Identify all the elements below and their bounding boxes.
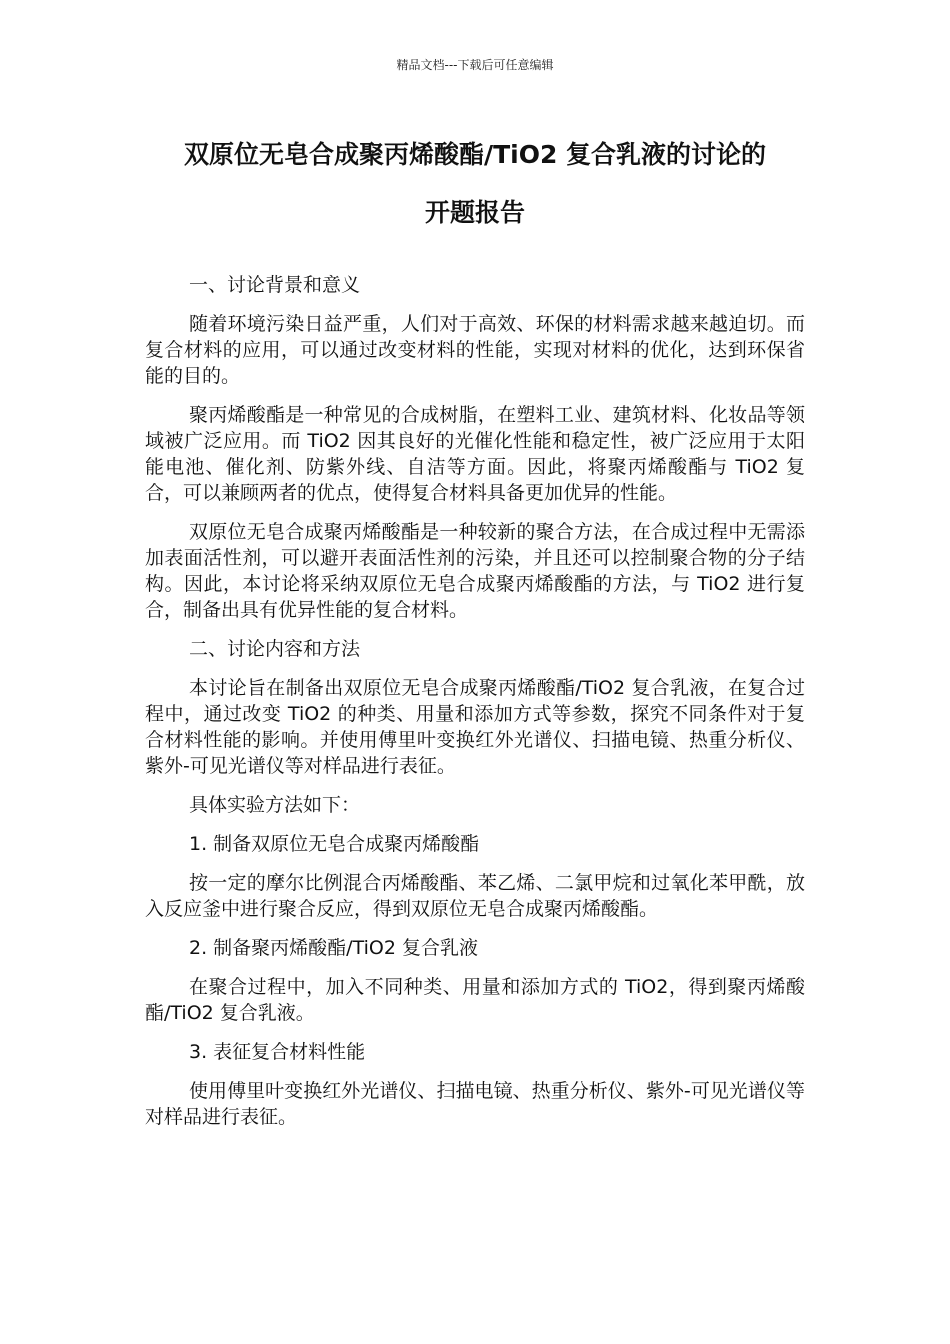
- step-2-heading: 2. 制备聚丙烯酸酯/TiO2 复合乳液: [189, 937, 478, 959]
- document-body: [145, 272, 805, 1143]
- step-1-heading: 1. 制备双原位无皂合成聚丙烯酸酯: [189, 833, 480, 855]
- section-1-paragraph-1: 随着环境污染日益严重，人们对于高效、环保的材料需求越来越迫切。而复合材料的应用，可以通过改变材料的性能，实现对材料的优化，达到环保省能的目的。: [145, 313, 805, 387]
- step-3-heading: 3. 表征复合材料性能: [189, 1041, 366, 1063]
- document-title-line-2: 开题报告: [424, 198, 525, 227]
- step-2-text: 在聚合过程中，加入不同种类、用量和添加方式的 TiO2，得到聚丙烯酸酯/TiO2 复合乳液。: [145, 976, 805, 1024]
- section-1-paragraph-3: 双原位无皂合成聚丙烯酸酯是一种较新的聚合方法，在合成过程中无需添加表面活性剂，可以避开表面活性剂的污染，并且还可以控制聚合物的分子结构。因此，本讨论将采纳双原位无皂合成聚丙烯酸酯的方法，与 TiO2 进行复合，制备出具有优异性能的复合材料。: [145, 521, 805, 621]
- step-3-text: 使用傅里叶变换红外光谱仪、扫描电镜、热重分析仪、紫外-可见光谱仪等对样品进行表征。: [145, 1080, 805, 1128]
- section-2-paragraph-1: 本讨论旨在制备出双原位无皂合成聚丙烯酸酯/TiO2 复合乳液，在复合过程中，通过改变 TiO2 的种类、用量和添加方式等参数，探究不同条件对于复合材料性能的影响。并使用傅里叶变换红外光谱仪、扫描电镜、热重分析仪、紫外-可见光谱仪等对样品进行表征。: [145, 677, 805, 777]
- section-1-paragraph-2: 聚丙烯酸酯是一种常见的合成树脂，在塑料工业、建筑材料、化妆品等领域被广泛应用。而 TiO2 因其良好的光催化性能和稳定性，被广泛应用于太阳能电池、催化剂、防紫外线、自洁等方面。因此，将聚丙烯酸酯与 TiO2 复合，可以兼顾两者的优点，使得复合材料具备更加优异的性能。: [145, 404, 805, 504]
- step-1-text: 按一定的摩尔比例混合丙烯酸酯、苯乙烯、二氯甲烷和过氧化苯甲酰，放入反应釜中进行聚合反应，得到双原位无皂合成聚丙烯酸酯。: [145, 872, 805, 920]
- section-2-paragraph-2: 具体实验方法如下：: [189, 794, 361, 816]
- document-title-line-1: 双原位无皂合成聚丙烯酸酯/TiO2 复合乳液的讨论的: [183, 140, 767, 169]
- header-watermark: 精品文档---下载后可任意编辑: [396, 58, 554, 72]
- section-2-heading: 二、讨论内容和方法: [189, 638, 361, 660]
- section-1-heading: 一、讨论背景和意义: [189, 274, 361, 296]
